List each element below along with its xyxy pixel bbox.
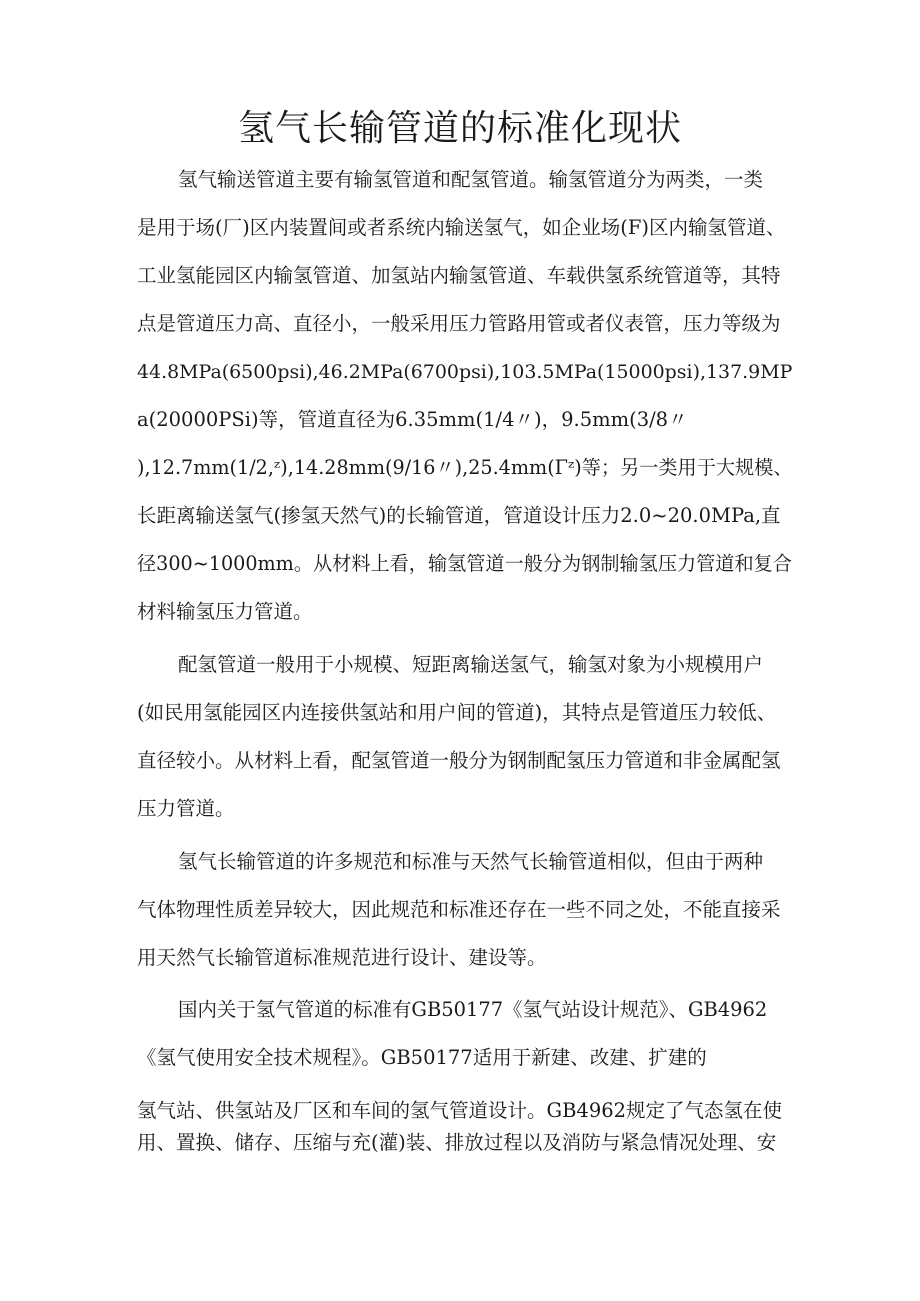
paragraph-line: a(20000PSi)等，管道直径为6.35mm(1/4〃)，9.5mm(3/8〃 bbox=[137, 408, 688, 431]
page-title: 氢气长输管道的标准化现状 bbox=[237, 108, 682, 149]
paragraph-line: 长距离输送氢气(掺氢天然气)的长输管道，管道设计压力2.0~20.0MPa,直 bbox=[137, 504, 781, 527]
paragraph-line: 工业氢能园区内输氢管道、加氢站内输氢管道、车载供氢系统管道等，其特 bbox=[137, 264, 781, 287]
paragraph-line: 用、置换、储存、压缩与充(灌)装、排放过程以及消防与紧急情况处理、安 bbox=[137, 1131, 777, 1154]
paragraph-line: 配氢管道一般用于小规模、短距离输送氢气，输氢对象为小规模用户 bbox=[178, 653, 764, 676]
paragraph-line: 材料输氢压力管道。 bbox=[137, 600, 313, 623]
paragraph-line: 氢气输送管道主要有输氢管道和配氢管道。输氢管道分为两类，一类 bbox=[178, 168, 764, 191]
paragraph-line: 气体物理性质差异较大，因此规范和标准还存在一些不同之处，不能直接采 bbox=[137, 898, 781, 921]
paragraph-line: 直径较小。从材料上看，配氢管道一般分为钢制配氢压力管道和非金属配氢 bbox=[137, 749, 781, 772]
paragraph-line: ),12.7mm(1/2,ᶻ),14.28mm(9/16〃),25.4mm(Γᶻ)等；另一类用于大规模、 bbox=[137, 456, 793, 479]
paragraph-line: 国内关于氢气管道的标准有GB50177《氢气站设计规范》、GB4962 bbox=[178, 998, 768, 1021]
paragraph-line: 氢气站、供氢站及厂区和车间的氢气管道设计。GB4962规定了气态氢在使 bbox=[137, 1099, 783, 1122]
paragraph-line: 是用于场(厂)区内装置间或者系统内输送氢气，如企业场(F)区内输氢管道、 bbox=[137, 216, 786, 239]
paragraph-line: 《氢气使用安全技术规程》。GB50177适用于新建、改建、扩建的 bbox=[137, 1046, 707, 1069]
paragraph-line: 44.8MPa(6500psi),46.2MPa(6700psi),103.5MPa(15000psi),137.9MP bbox=[137, 361, 793, 383]
paragraph-line: (如民用氢能园区内连接供氢站和用户间的管道)，其特点是管道压力较低、 bbox=[137, 701, 777, 724]
paragraph-line: 压力管道。 bbox=[137, 797, 235, 820]
paragraph-line: 点是管道压力高、直径小，一般采用压力管路用管或者仪表管，压力等级为 bbox=[137, 312, 781, 335]
paragraph-line: 径300~1000mm。从材料上看，输氢管道一般分为钢制输氢压力管道和复合 bbox=[137, 552, 792, 575]
paragraph-line: 用天然气长输管道标准规范进行设计、建设等。 bbox=[137, 946, 547, 969]
paragraph-line: 氢气长输管道的许多规范和标准与天然气长输管道相似，但由于两种 bbox=[178, 850, 764, 873]
